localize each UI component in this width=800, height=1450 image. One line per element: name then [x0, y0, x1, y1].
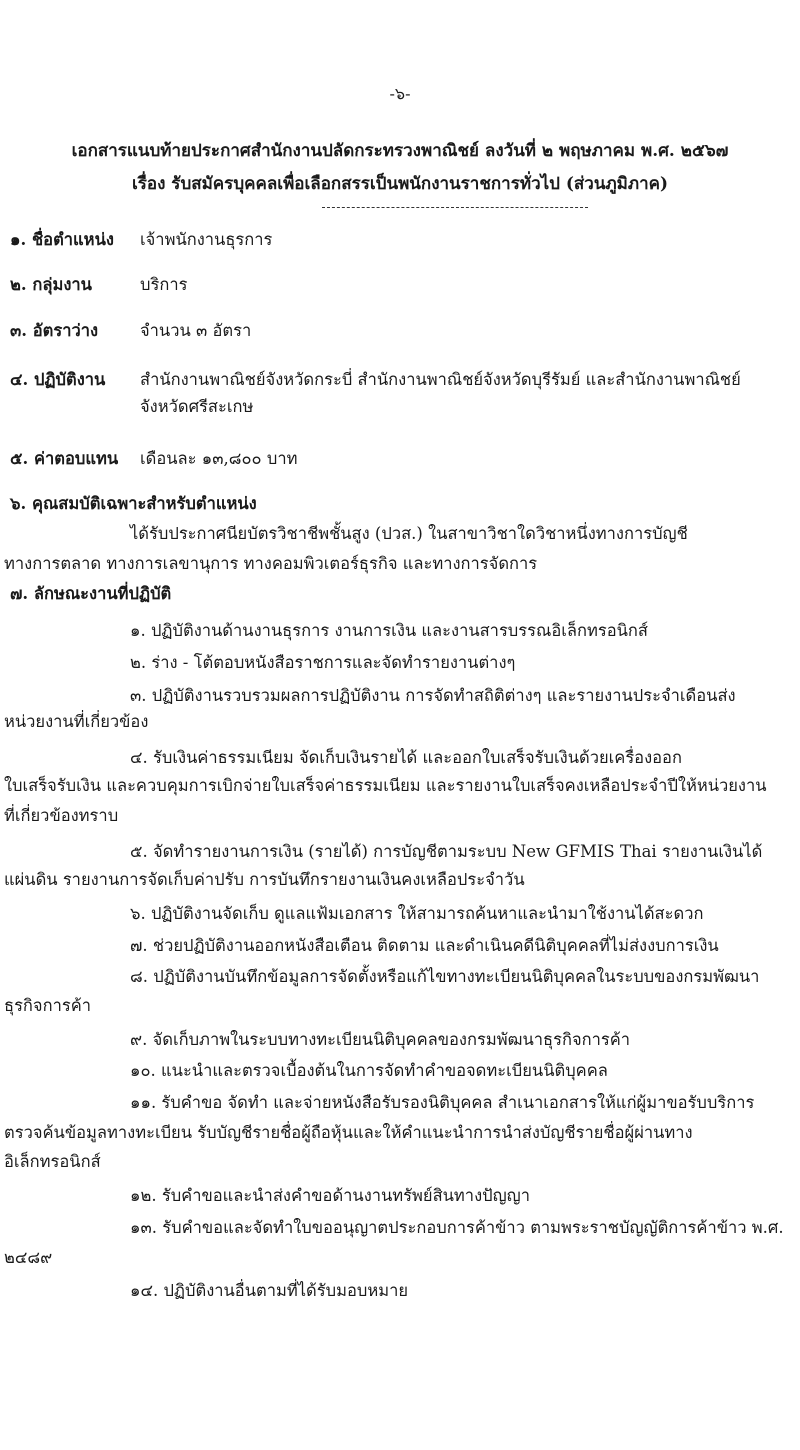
field-value-workplace-cont: จังหวัดศรีสะเกษ [140, 397, 254, 416]
duties-heading: ๗. ลักษณะงานที่ปฏิบัติ [10, 584, 172, 603]
duty-item-11-cont-2: อิเล็กทรอนิกส์ [4, 1152, 101, 1171]
duty-item-3-cont: หน่วยงานที่เกี่ยวข้อง [4, 712, 149, 731]
field-value-position: เจ้าพนักงานธุรการ [140, 230, 273, 249]
duty-item-1: ๑. ปฏิบัติงานด้านงานธุรการ งานการเงิน และงานสารบรรณอิเล็กทรอนิกส์ [130, 621, 648, 640]
field-value-vacancy: จำนวน ๓ อัตรา [140, 321, 252, 340]
duty-item-13: ๑๓. รับคำขอและจัดทำใบขออนุญาตประกอบการค้าข้าว ตามพระราชบัญญัติการค้าข้าว พ.ศ. [130, 1218, 784, 1237]
duty-item-13-cont: ๒๔๘๙ [4, 1248, 53, 1267]
duty-item-8-cont: ธุรกิจการค้า [4, 996, 92, 1015]
header-line-1: เอกสารแนบท้ายประกาศสำนักงานปลัดกระทรวงพาณิชย์ ลงวันที่ ๒ พฤษภาคม พ.ศ. ๒๕๖๗ [71, 141, 729, 161]
duty-item-4: ๔. รับเงินค่าธรรมเนียม จัดเก็บเงินรายได้ และออกใบเสร็จรับเงินด้วยเครื่องออก [130, 748, 682, 767]
field-value-workplace: สำนักงานพาณิชย์จังหวัดกระบี่ สำนักงานพาณิชย์จังหวัดบุรีรัมย์ และสำนักงานพาณิชย์ [140, 370, 741, 389]
duty-item-11-cont-1: ตรวจค้นข้อมูลทางทะเบียน รับบัญชีรายชื่อผู้ถือหุ้นและให้คำแนะนำการนำส่งบัญชีรายชื่อผู้ผ่านทาง [4, 1123, 693, 1142]
duty-item-7: ๗. ช่วยปฏิบัติงานออกหนังสือเตือน ติดตาม และดำเนินคดีนิติบุคคลที่ไม่ส่งงบการเงิน [130, 936, 719, 955]
field-label-position: ๑. ชื่อตำแหน่ง [10, 230, 114, 249]
field-label-group: ๒. กลุ่มงาน [10, 275, 92, 294]
duty-item-3: ๓. ปฏิบัติงานรวบรวมผลการปฏิบัติงาน การจัดทำสถิติต่างๆ และรายงานประจำเดือนส่ง [130, 686, 736, 705]
duty-item-14: ๑๔. ปฏิบัติงานอื่นตามที่ได้รับมอบหมาย [130, 1281, 409, 1300]
duty-item-4-cont-1: ใบเสร็จรับเงิน และควบคุมการเบิกจ่ายใบเสร็จค่าธรรมเนียม และรายงานใบเสร็จคงเหลือประจำปีให้หน่วยงาน [4, 776, 767, 795]
duty-item-5-cont: แผ่นดิน รายงานการจัดเก็บค่าปรับ การบันทึกรายงานเงินคงเหลือประจำวัน [4, 870, 525, 889]
field-label-compensation: ๕. ค่าตอบแทน [10, 449, 119, 468]
duty-item-5: ๕. จัดทำรายงานการเงิน (รายได้) การบัญชีตามระบบ New GFMIS Thai รายงานเงินได้ [130, 842, 763, 861]
duty-item-11: ๑๑. รับคำขอ จัดทำ และจ่ายหนังสือรับรองนิติบุคคล สำเนาเอกสารให้แก่ผู้มาขอรับบริการ [130, 1093, 755, 1112]
duty-item-8: ๘. ปฏิบัติงานบันทึกข้อมูลการจัดตั้งหรือแก้ไขทางทะเบียนนิติบุคคลในระบบของกรมพัฒนา [130, 967, 760, 986]
duty-item-6: ๖. ปฏิบัติงานจัดเก็บ ดูแลแฟ้มเอกสาร ให้สามารถค้นหาและนำมาใช้งานได้สะดวก [130, 904, 704, 923]
field-label-workplace: ๔. ปฏิบัติงาน [10, 370, 106, 389]
page-number: -๖- [389, 84, 411, 103]
duty-item-12: ๑๒. รับคำขอและนำส่งคำขอด้านงานทรัพย์สินทางปัญญา [130, 1186, 530, 1205]
qualifications-line-1: ได้รับประกาศนียบัตรวิชาชีพชั้นสูง (ปวส.) ในสาขาวิชาใดวิชาหนึ่งทางการบัญชี [130, 524, 688, 543]
duty-item-9: ๙. จัดเก็บภาพในระบบทางทะเบียนนิติบุคคลของกรมพัฒนาธุรกิจการค้า [130, 1030, 631, 1049]
duty-item-4-cont-2: ที่เกี่ยวข้องทราบ [4, 806, 119, 825]
qualifications-heading: ๖. คุณสมบัติเฉพาะสำหรับตำแหน่ง [10, 494, 257, 513]
duty-item-2: ๒. ร่าง - โต้ตอบหนังสือราชการและจัดทำรายงานต่างๆ [130, 653, 516, 672]
header-line-2: เรื่อง รับสมัครบุคคลเพื่อเลือกสรรเป็นพนักงานราชการทั่วไป (ส่วนภูมิภาค) [131, 174, 669, 194]
field-value-compensation: เดือนละ ๑๓,๘๐๐ บาท [140, 449, 298, 468]
duty-item-10: ๑๐. แนะนำและตรวจเบื้องต้นในการจัดทำคำขอจดทะเบียนนิติบุคคล [130, 1061, 608, 1080]
field-label-vacancy: ๓. อัตราว่าง [10, 321, 99, 340]
header-divider [322, 207, 588, 208]
field-value-group: บริการ [140, 275, 188, 294]
qualifications-line-2: ทางการตลาด ทางการเลขานุการ ทางคอมพิวเตอร์ธุรกิจ และทางการจัดการ [4, 554, 538, 573]
